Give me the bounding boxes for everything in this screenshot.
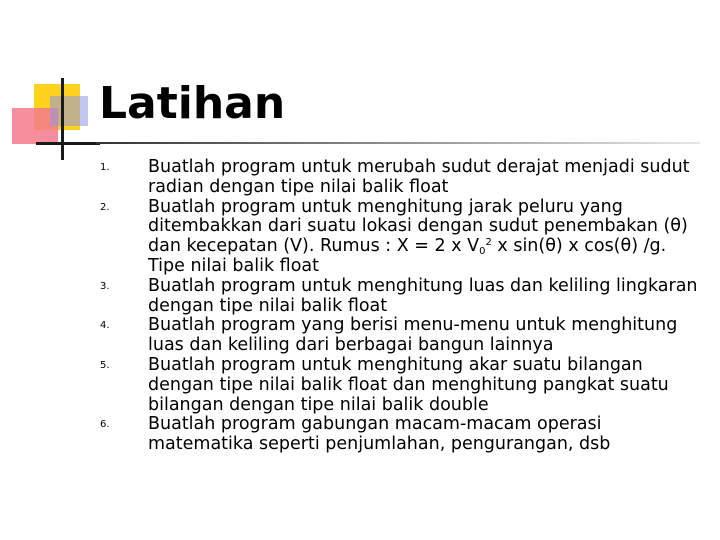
decorative-logo-squares [0, 0, 100, 170]
list-item-number: 4. [100, 320, 110, 332]
list-item-text: Buatlah program untuk menghitung luas dan keliling lingkaran dengan tipe nilai balik float [148, 275, 698, 316]
list-item-text: Buatlah program untuk merubah sudut derajat menjadi sudut radian dengan tipe nilai balik float [148, 157, 690, 197]
list-item [100, 277, 700, 317]
list-item [100, 158, 700, 198]
list-item [100, 415, 700, 455]
short-horizontal-rule [36, 142, 100, 145]
title-underline-rule [96, 142, 700, 144]
formula-text-part1: Buatlah program untuk menghitung jarak peluru yang ditembakkan dari suatu lokasi dengan sudut penembakan (θ) dan kecepatan (V). Rumus : X = 2 x V [148, 196, 688, 257]
formula-text-part2: x sin(θ) x cos(θ) /g. Tipe nilai balik float [148, 236, 667, 276]
list-item-text: Buatlah program yang berisi menu-menu untuk menghitung luas dan keliling dari berbagai bangun lainnya [148, 315, 678, 356]
list-item-number: 2. [100, 201, 110, 213]
list-item [100, 198, 700, 277]
slide-title: Latihan [99, 78, 286, 129]
list-item [100, 356, 700, 415]
list-item [100, 316, 700, 356]
formula-subscript: 0 [479, 246, 486, 258]
list-item-number: 5. [100, 359, 110, 371]
list-item-text [148, 197, 688, 276]
list-item-text: Buatlah program gabungan macam-macam operasi matematika seperti penjumlahan, pengurangan, dsb [148, 414, 611, 455]
list-item-number: 6. [100, 419, 110, 431]
vertical-rule [61, 78, 64, 160]
list-item-number: 1. [100, 162, 110, 173]
formula-superscript: 2 [485, 237, 492, 249]
exercise-list [100, 158, 700, 455]
list-item-number: 3. [100, 280, 110, 292]
list-item-text: Buatlah program untuk menghitung akar suatu bilangan dengan tipe nilai balik float dan menghitung pangkat suatu bilangan dengan tipe nilai balik double [148, 354, 669, 415]
blue-square-shape [50, 96, 88, 126]
